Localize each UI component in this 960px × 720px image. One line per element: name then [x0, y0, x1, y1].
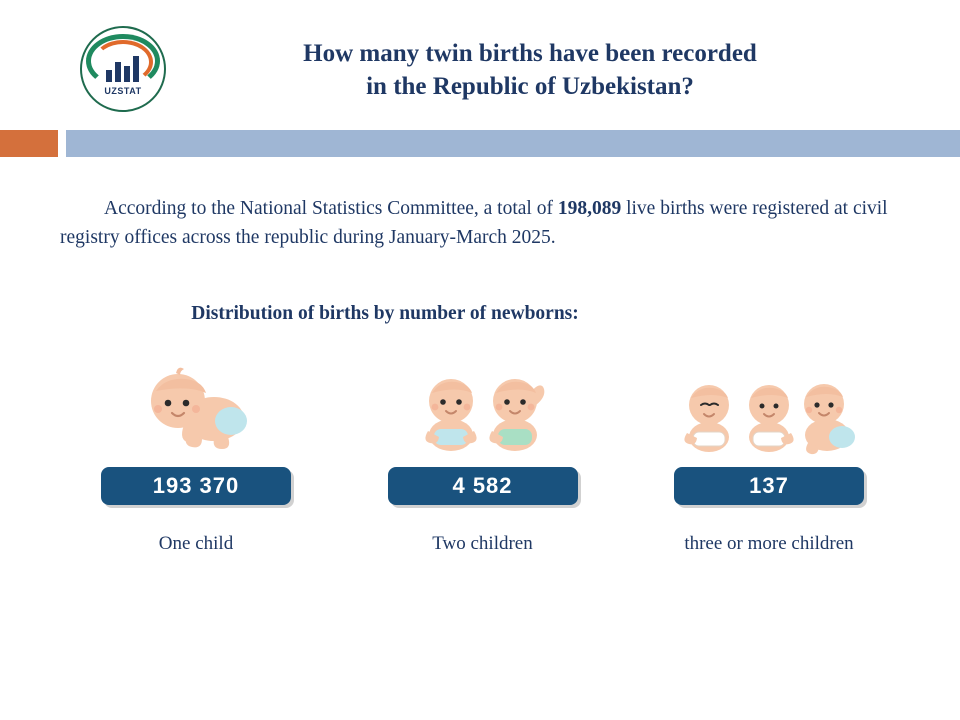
chart-subtitle: Distribution of births by number of newborns: — [191, 303, 579, 324]
category-label-three-or-more-children: three or more children — [684, 533, 854, 554]
uzstat-logo — [80, 26, 166, 112]
value-badge-two-children: 4 582 — [388, 467, 578, 505]
category-label-one-child: One child — [158, 533, 234, 554]
category-label-two-children: Two children — [432, 533, 533, 554]
chart-group-three-or-more-children — [633, 352, 905, 555]
lead-text-part-2: live births were registered at civil registry offices across the republic during January-March 2025. — [60, 197, 888, 249]
logo-label: UZSTAT — [104, 86, 142, 96]
lead-paragraph — [60, 194, 905, 253]
illustration-two-babies — [347, 352, 619, 457]
lead-highlight-number: 198,089 — [557, 197, 622, 219]
baby-triplet-left-icon — [680, 377, 738, 457]
page-title-line-2: in the Republic of Uzbekistan? — [366, 72, 694, 100]
header — [0, 0, 960, 118]
baby-triplet-middle-icon — [740, 377, 798, 457]
logo-bars-icon — [106, 56, 140, 82]
page-title-line-1: How many twin births have been recorded — [303, 40, 757, 67]
baby-sitting-left-icon — [420, 371, 482, 457]
illustration-one-baby — [60, 352, 332, 457]
divider-band — [0, 130, 960, 157]
baby-waving-right-icon — [484, 371, 546, 457]
births-distribution-chart — [60, 352, 905, 555]
divider-band-main — [66, 130, 960, 157]
page-title — [180, 38, 880, 103]
baby-triplet-right-icon — [800, 377, 858, 457]
baby-crawling-icon — [136, 357, 256, 457]
lead-text-part-1: According to the National Statistics Committee, a total of — [104, 197, 558, 219]
chart-group-one-child — [60, 352, 332, 555]
illustration-three-babies — [633, 352, 905, 457]
divider-band-accent — [0, 130, 58, 157]
value-badge-three-or-more-children: 137 — [674, 467, 864, 505]
chart-group-two-children — [347, 352, 619, 555]
value-badge-one-child: 193 370 — [101, 467, 291, 505]
